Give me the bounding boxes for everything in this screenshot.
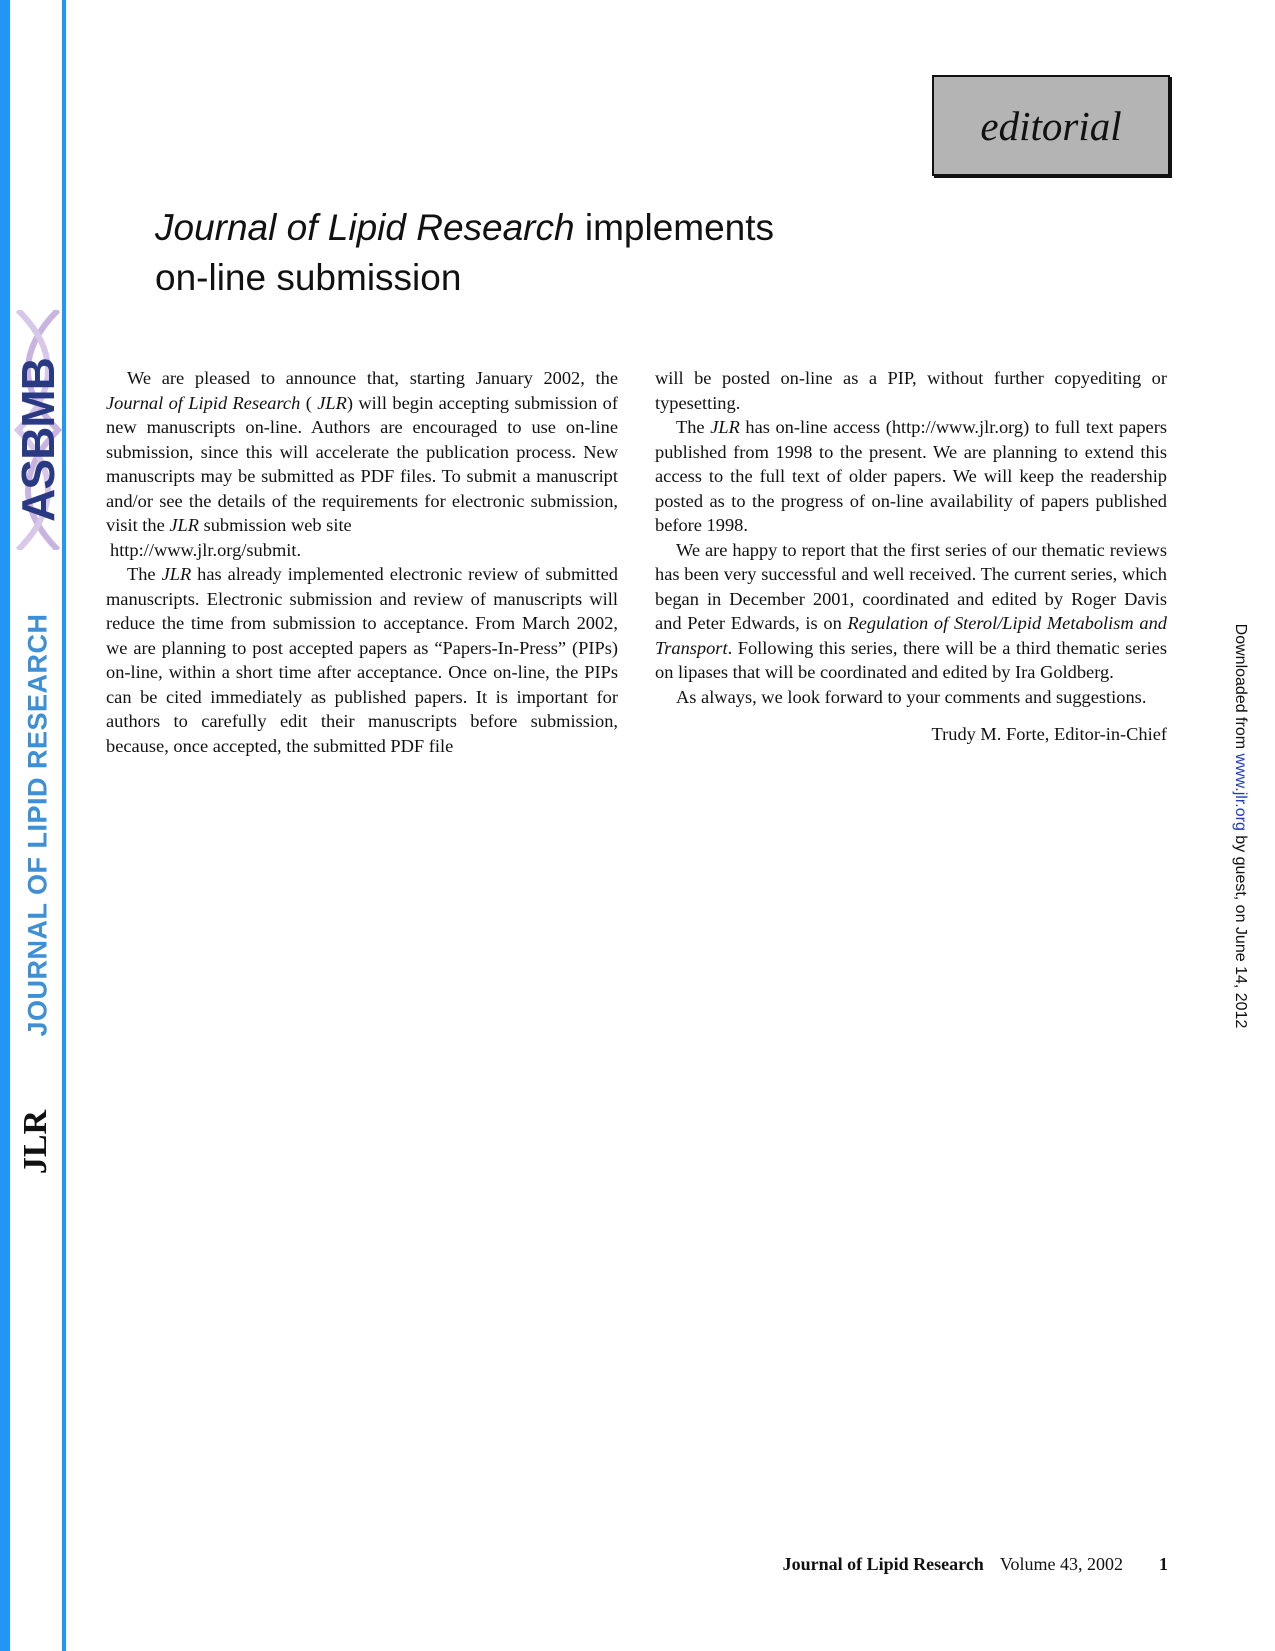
title-line1-rest: implements — [574, 207, 775, 248]
jlr-monogram-logo: JLR — [17, 1109, 54, 1175]
paragraph-4: We are happy to report that the first series of our thematic reviews has been very successful and well received. The current series, which began in December 2001, coordinated and edited by Roger Davis and Peter Edwards, is on Regulation of Sterol/Lipid Metabolism and Transport. Following this series, there will be a third thematic series on lipases that will be coordinated and edited by Ira Goldberg. — [655, 539, 1167, 682]
sidebar-accent-bar — [0, 0, 10, 1651]
page-footer — [783, 1554, 1168, 1575]
footer-journal: Journal of Lipid Research — [782, 1554, 984, 1574]
download-link[interactable]: www.jlr.org — [1232, 753, 1249, 831]
asbmb-logo: ASBMB — [12, 358, 64, 522]
section-label: editorial — [980, 102, 1122, 149]
article-title — [155, 203, 955, 303]
signature: Trudy M. Forte, Editor-in-Chief — [931, 724, 1167, 744]
download-suffix: by guest, on June 14, 2012 — [1232, 830, 1249, 1029]
paragraph-5: As always, we look forward to your comments and suggestions. — [676, 686, 1147, 707]
body-column-right — [655, 366, 1167, 747]
journal-name-vertical: JOURNAL OF LIPID RESEARCH — [22, 613, 53, 1037]
footer-volume: Volume 43, 2002 — [999, 1554, 1123, 1574]
paragraph-1: We are pleased to announce that, starting January 2002, the Journal of Lipid Research ( JLR) will begin accepting submission of new manuscripts on-line. Authors are encouraged to use on-line submission, since this will accelerate the publication process. New manuscripts may be submitted as PDF files. To submit a manuscript and/or see the details of the requirements for electronic submission, visit the JLR submission web site — [106, 368, 618, 535]
section-label-box — [932, 75, 1170, 176]
submission-url[interactable]: http://www.jlr.org/submit. — [110, 539, 302, 560]
page-number: 1 — [1159, 1554, 1168, 1574]
download-notice — [1231, 624, 1249, 1029]
sidebar-accent-line — [62, 0, 66, 1651]
body-column-left — [106, 366, 618, 758]
paragraph-2: The JLR has already implemented electronic review of submitted manuscripts. Electronic submission and review of manuscripts will reduce the time from submission to acceptance. From March 2002, we are planning to post accepted papers as “Papers-In-Press” (PIPs) on-line, within a short time after acceptance. Once on-line, the PIPs can be cited immediately as published papers. It is important for authors to carefully edit their manuscripts before submission, because, once accepted, the submitted PDF file — [106, 564, 618, 756]
title-line2: on-line submission — [155, 257, 462, 298]
paragraph-3: The JLR has on-line access (http://www.jlr.org) to full text papers published from 1998 to the present. We are planning to extend this access to the full text of older papers. We will keep the readership posted as to the progress of on-line availability of papers published before 1998. — [655, 417, 1167, 535]
paragraph-2-continued: will be posted on-line as a PIP, without further copyediting or typesetting. — [655, 368, 1167, 413]
download-prefix: Downloaded from — [1232, 623, 1249, 754]
title-journal-name: Journal of Lipid Research — [155, 207, 575, 248]
